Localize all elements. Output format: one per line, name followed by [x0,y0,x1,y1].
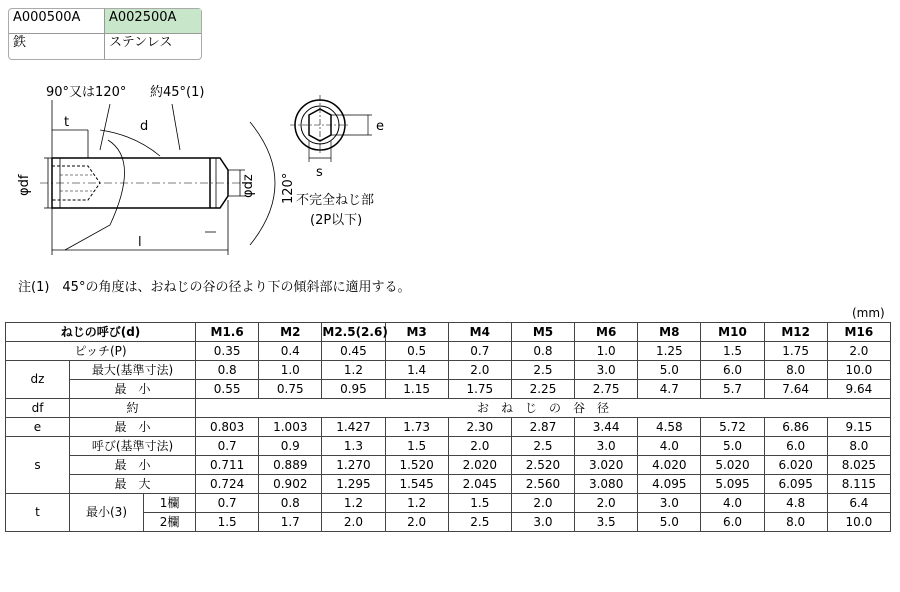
cell: 4.0 [701,494,764,513]
row-label: 呼び(基準寸法) [70,437,196,456]
row-label: 最 小 [70,418,196,437]
row-label: 最 大 [70,475,196,494]
cell: 2.520 [511,456,574,475]
cell: 4.0 [638,437,701,456]
cell: 3.020 [575,456,638,475]
cell: M16 [827,323,890,342]
cell: 1.3 [322,437,385,456]
cell: 8.025 [827,456,890,475]
cell: 2.5 [511,437,574,456]
cell: 1.5 [448,494,511,513]
cell: 1.003 [259,418,322,437]
cell: 5.0 [638,361,701,380]
cell: 0.7 [196,494,259,513]
cell: 0.9 [259,437,322,456]
row-label: ピッチ(P) [6,342,196,361]
cell: 0.75 [259,380,322,399]
cell: 0.95 [322,380,385,399]
label-df: φdf [17,174,32,196]
cell: 2.25 [511,380,574,399]
cell: 9.64 [827,380,890,399]
label-incomplete-thread: 不完全ねじ部 [296,193,375,208]
row-group-label: s [6,437,70,494]
cell: 5.72 [701,418,764,437]
cell: 2.020 [448,456,511,475]
cell: 5.095 [701,475,764,494]
cell: 1.427 [322,418,385,437]
table-row-df [6,399,891,418]
cell: 1.0 [575,342,638,361]
cell: 0.55 [196,380,259,399]
row-sublabel: 2欄 [144,513,196,532]
cell: 0.8 [196,361,259,380]
table-row-dz-min [6,380,891,399]
cell: 1.520 [385,456,448,475]
label-d: d [140,119,149,134]
cell: 1.75 [448,380,511,399]
table-row-t-col1 [6,494,891,513]
cell: M2.5(2.6) [322,323,385,342]
row-label: 最小(3) [70,494,144,532]
cell: お ね じ の 谷 径 [196,399,891,418]
cell: 0.8 [511,342,574,361]
cell: 2.560 [511,475,574,494]
row-label: 最 小 [70,380,196,399]
cell: 3.080 [575,475,638,494]
cell: 1.15 [385,380,448,399]
row-label: 最 小 [70,456,196,475]
cell: 6.86 [764,418,827,437]
cell: 1.2 [322,361,385,380]
table-row-pitch [6,342,891,361]
cell: 8.0 [764,361,827,380]
cell: 1.25 [638,342,701,361]
cell: M2 [259,323,322,342]
cell: 3.0 [511,513,574,532]
header-label: ねじの呼び(d) [6,323,196,342]
cell: M5 [511,323,574,342]
label-incomplete-thread-pitch: (2P以下) [310,213,363,228]
cell: 1.75 [764,342,827,361]
cell: 2.045 [448,475,511,494]
row-group-label: t [6,494,70,532]
cell: 3.5 [575,513,638,532]
table-row-s-min [6,456,891,475]
row-group-label: dz [6,361,70,399]
cell: 0.5 [385,342,448,361]
row-label: 最大(基準寸法) [70,361,196,380]
cell: 2.0 [322,513,385,532]
cell: 0.7 [196,437,259,456]
cell: 1.270 [322,456,385,475]
row-group-label: e [6,418,70,437]
table-row-s-max [6,475,891,494]
cell: 6.0 [701,361,764,380]
label-t: t [64,115,70,130]
cell: 5.020 [701,456,764,475]
cell: 6.4 [827,494,890,513]
cell: 3.0 [575,361,638,380]
cell: 4.020 [638,456,701,475]
label-angle45: 約45°(1) [150,85,205,100]
table-row-dz-max [6,361,891,380]
cell: 6.095 [764,475,827,494]
cell: 2.0 [575,494,638,513]
label-120: 120° [281,172,296,204]
cell: 5.0 [638,513,701,532]
cell: 2.0 [448,361,511,380]
cell: 6.0 [764,437,827,456]
cell: M1.6 [196,323,259,342]
cell: M4 [448,323,511,342]
material-name-stainless: ステンレス [109,35,173,50]
cell: 1.5 [385,437,448,456]
cell: M10 [701,323,764,342]
dimension-table [5,322,891,532]
footnote: 注(1) 45°の角度は、おねじの谷の径より下の傾斜部に適用する。 [18,280,411,295]
cell: 1.0 [259,361,322,380]
cell: 2.0 [511,494,574,513]
cell: 0.711 [196,456,259,475]
cell: 1.2 [385,494,448,513]
cell: 1.73 [385,418,448,437]
cell: 4.58 [638,418,701,437]
cell: 2.30 [448,418,511,437]
label-angle: 90°又は120° [46,85,127,100]
cell: 4.095 [638,475,701,494]
label-l: l [138,235,142,250]
cell: 1.7 [259,513,322,532]
cell: 2.0 [448,437,511,456]
cell: 10.0 [827,361,890,380]
cell: 5.7 [701,380,764,399]
label-e: e [376,119,384,134]
cell: 9.15 [827,418,890,437]
cell: 0.7 [448,342,511,361]
cell: 7.64 [764,380,827,399]
row-label: 約 [70,399,196,418]
cell: 2.0 [827,342,890,361]
cell: 0.902 [259,475,322,494]
cell: 8.0 [764,513,827,532]
cell: M6 [575,323,638,342]
cell: 0.803 [196,418,259,437]
material-name-iron: 鉄 [9,34,105,59]
cell: 6.0 [701,513,764,532]
label-dz: φdz [241,174,256,198]
label-s: s [316,165,323,180]
row-sublabel: 1欄 [144,494,196,513]
table-row-e-min [6,418,891,437]
cell: 0.4 [259,342,322,361]
unit-label: (mm) [852,306,885,320]
cell: 4.7 [638,380,701,399]
cell: 0.45 [322,342,385,361]
set-screw-diagram [0,0,900,270]
cell: 4.8 [764,494,827,513]
cell: 5.0 [701,437,764,456]
cell: 1.4 [385,361,448,380]
material-code-iron[interactable]: A000500A [9,9,105,34]
cell: 2.0 [385,513,448,532]
cell: 2.87 [511,418,574,437]
cell: 8.115 [827,475,890,494]
cell: 10.0 [827,513,890,532]
cell: 1.2 [322,494,385,513]
cell: 1.295 [322,475,385,494]
cell: M3 [385,323,448,342]
cell: 2.5 [511,361,574,380]
cell: 2.75 [575,380,638,399]
cell: 0.724 [196,475,259,494]
cell: 3.44 [575,418,638,437]
cell: 6.020 [764,456,827,475]
cell: 3.0 [575,437,638,456]
table-row-size [6,323,891,342]
cell: 8.0 [827,437,890,456]
cell: 0.35 [196,342,259,361]
cell: 1.5 [701,342,764,361]
cell: 1.545 [385,475,448,494]
row-group-label: df [6,399,70,418]
cell: M12 [764,323,827,342]
cell: 1.5 [196,513,259,532]
cell: 3.0 [638,494,701,513]
material-code-stainless[interactable]: A002500A [105,9,201,34]
table-row-s-nom [6,437,891,456]
cell: M8 [638,323,701,342]
cell: 0.889 [259,456,322,475]
cell: 0.8 [259,494,322,513]
cell: 2.5 [448,513,511,532]
